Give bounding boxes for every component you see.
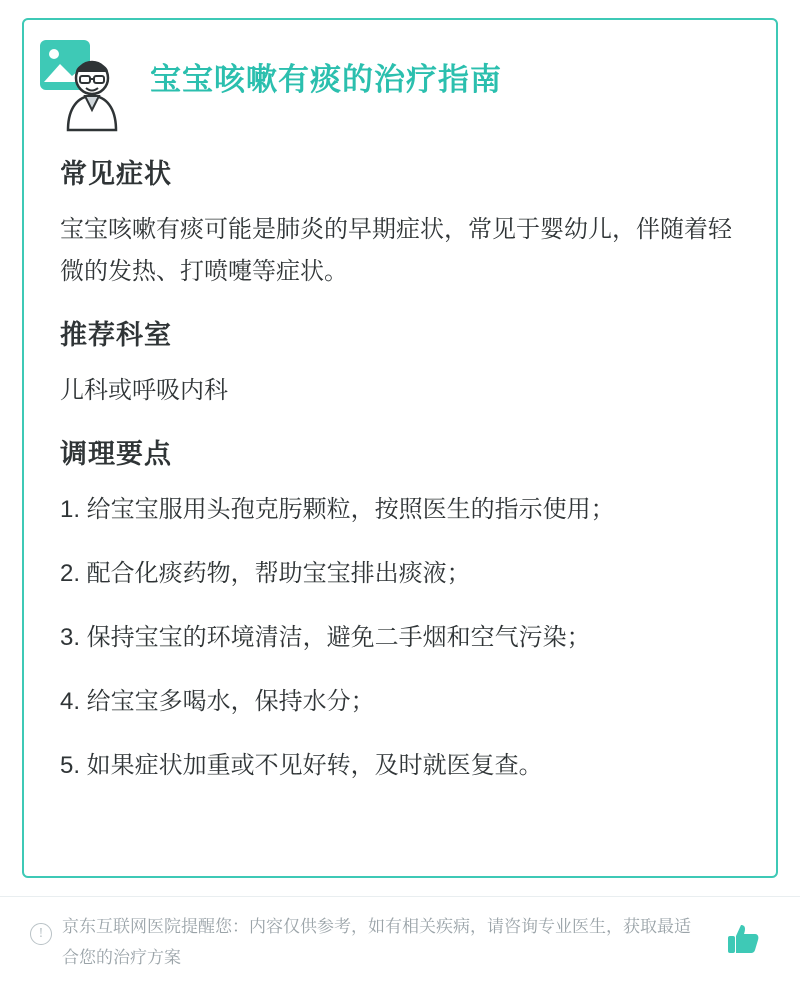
section-heading-symptoms: 常见症状 xyxy=(60,159,172,189)
page-title: 宝宝咳嗽有痰的治疗指南 xyxy=(150,62,502,97)
list-item: 3. 保持宝宝的环境清洁，避免二手烟和空气污染； xyxy=(60,624,591,651)
section-heading-department: 推荐科室 xyxy=(60,320,172,350)
section-text-department: 儿科或呼吸内科 xyxy=(60,377,228,404)
section-heading-care-points: 调理要点 xyxy=(60,439,172,469)
guide-card xyxy=(22,18,778,878)
thumbs-up-icon[interactable] xyxy=(724,919,764,959)
list-item: 5. 如果症状加重或不见好转，及时就医复查。 xyxy=(60,752,543,779)
list-item: 4. 给宝宝多喝水，保持水分； xyxy=(60,688,375,715)
list-item: 1. 给宝宝服用头孢克肟颗粒，按照医生的指示使用； xyxy=(60,496,615,523)
guide-content xyxy=(60,132,750,809)
footer-disclaimer-bar xyxy=(0,896,800,989)
section-text-symptoms: 宝宝咳嗽有痰可能是肺炎的早期症状，常见于婴幼儿，伴随着轻微的发热、打喷嚏等症状。 xyxy=(60,216,732,285)
exclamation-circle-icon: ! xyxy=(30,923,52,945)
list-item: 2. 配合化痰药物，帮助宝宝排出痰液； xyxy=(60,560,471,587)
disclaimer-text: 京东互联网医院提醒您：内容仅供参考，如有相关疾病，请咨询专业医生，获取最适合您的治疗方案 xyxy=(62,917,691,967)
doctor-illustration-icon xyxy=(38,38,134,134)
